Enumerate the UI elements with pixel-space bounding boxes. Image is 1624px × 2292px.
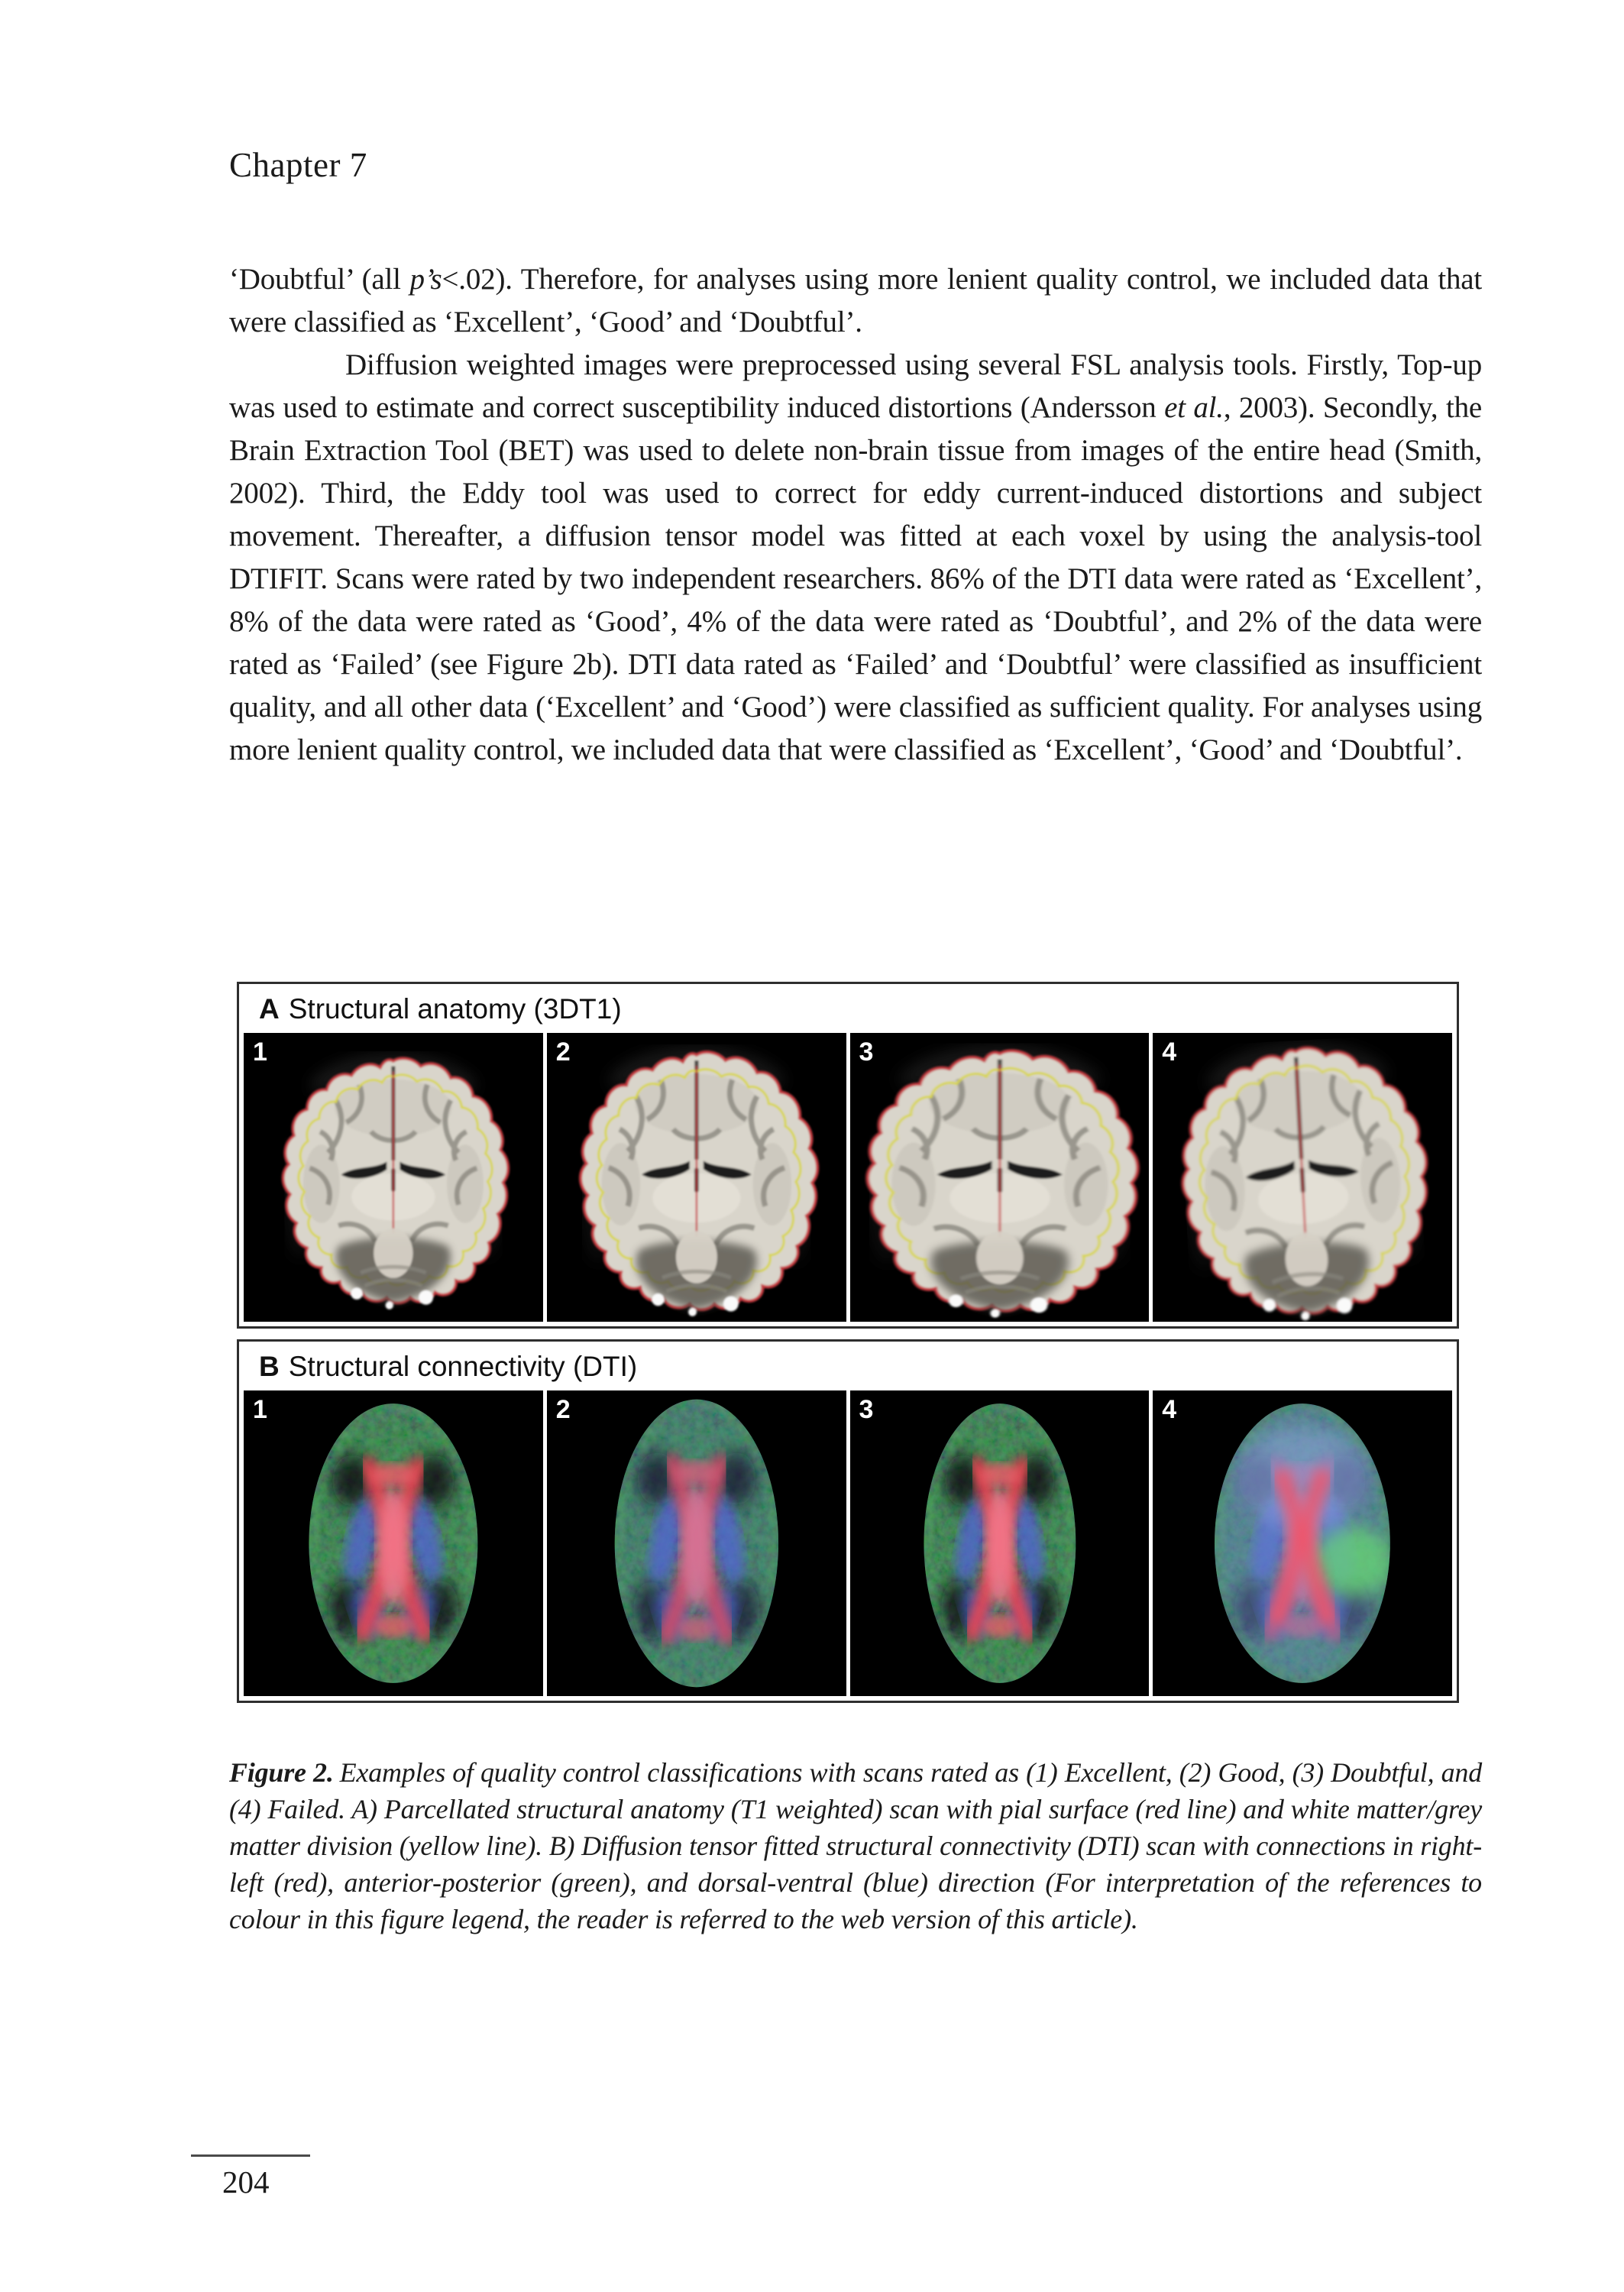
dti-scan-image [1153,1390,1452,1696]
scan-number: 3 [859,1038,874,1067]
figure-caption-text: Examples of quality control classifications with scans rated as (1) Excellent, (2) Good, (3) Doubtful, and (4) Failed. A) Parcellated structural anatomy (T1 weighted) scan with pial surface (red line) and white matter/grey matter division (yellow line). B) Diffusion tensor fitted structural connectivity (DTI) scan with connections in right-left (red), anterior-posterior (green), and dorsal-ventral (blue) direction (For interpretation of the references to colour in this figure legend, the reader is referred to the web version of this article). [229,1757,1482,1934]
panel-b-tiles [239,1390,1457,1701]
scan-b2-tile [547,1390,846,1696]
body-text [229,258,1482,772]
panel-a-header [239,984,1457,1033]
scan-number: 2 [555,1038,571,1067]
scan-a3-tile [850,1033,1150,1322]
dti-scan-image [244,1390,543,1696]
scan-number: 1 [253,1038,267,1067]
figure-panel-b [237,1339,1459,1703]
scan-a4-tile [1153,1033,1452,1322]
panel-a-title: Structural anatomy (3DT1) [288,993,622,1025]
scan-number: 4 [1162,1395,1177,1424]
scan-b3-tile [850,1390,1150,1696]
scan-number: 3 [859,1395,874,1424]
scan-a1-tile [244,1033,543,1322]
panel-b-header [239,1342,1457,1390]
scan-number: 1 [253,1395,267,1424]
panel-b-title: Structural connectivity (DTI) [288,1351,638,1382]
scan-a2-tile [547,1033,846,1322]
scan-number: 4 [1162,1038,1177,1067]
figure-caption [229,1754,1482,1938]
coronal-scan-image [244,1033,543,1322]
paragraph: Diffusion weighted images were preprocessed using several FSL analysis tools. Firstly, Top-up was used to estimate and correct susceptibility induced distortions (Andersson et al., 2003). Secondly, the Brain Extraction Tool (BET) was used to delete non-brain tissue from images of the entire head (Smith, 2002). Third, the Eddy tool was used to correct for eddy current-induced distortions and subject movement. Thereafter, a diffusion tensor model was fitted at each voxel by using the analysis-tool DTIFIT. Scans were rated by two independent researchers. 86% of the DTI data were rated as ‘Excellent’, 8% of the data were rated as ‘Good’, 4% of the data were rated as ‘Doubtful’, and 2% of the data were rated as ‘Failed’ (see Figure 2b). DTI data rated as ‘Failed’ and ‘Doubtful’ were classified as insufficient quality, and all other data (‘Excellent’ and ‘Good’) were classified as sufficient quality. For analyses using more lenient quality control, we included data that were classified as ‘Excellent’, ‘Good’ and ‘Doubtful’. [229,348,1482,766]
figure-caption-lead: Figure 2. [229,1757,334,1788]
scan-b4-tile [1153,1390,1452,1696]
dti-scan-image [850,1390,1150,1696]
paragraph: ‘Doubtful’ (all p’s<.02). Therefore, for analyses using more lenient quality control, we included data that were classified as ‘Excellent’, ‘Good’ and ‘Doubtful’. [229,263,1483,338]
panel-b-label: B [259,1351,280,1382]
dti-scan-image [547,1390,846,1696]
figure-panel-a [237,982,1459,1329]
panel-a-label: A [259,993,280,1025]
page-number: 204 [222,2164,270,2200]
chapter-header: Chapter 7 [229,146,367,184]
panel-a-tiles [239,1033,1457,1326]
footer-rule [191,2154,310,2157]
coronal-scan-image [1153,1033,1452,1322]
coronal-scan-image [547,1033,846,1322]
coronal-scan-image [850,1033,1150,1322]
scan-number: 2 [555,1395,571,1424]
figure-2 [237,982,1459,1703]
scan-b1-tile [244,1390,543,1696]
